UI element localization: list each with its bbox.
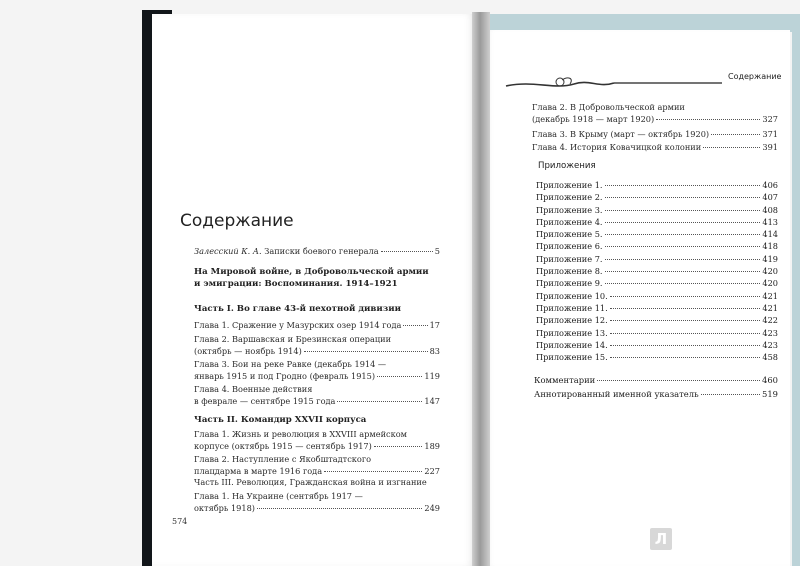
entry-label: Глава 3. В Крыму (март — октябрь 1920) bbox=[532, 129, 710, 139]
appendix-item bbox=[536, 228, 778, 240]
page-number: 83 bbox=[429, 346, 440, 356]
entry-line-1: Глава 2. В Добровольческой армии bbox=[532, 102, 685, 112]
leader-dots bbox=[605, 222, 761, 223]
entry-label: Приложение 15. bbox=[536, 352, 608, 363]
toc-title: Содержание bbox=[180, 211, 294, 231]
entry-line-1: Глава 4. Военные действия bbox=[194, 384, 313, 394]
entry-label: Приложение 5. bbox=[536, 229, 603, 240]
page-number: 420 bbox=[762, 266, 778, 277]
book-title-line-2: и эмиграции: Воспоминания. 1914–1921 bbox=[194, 279, 398, 289]
leader-dots bbox=[610, 333, 761, 334]
appendix-item bbox=[536, 339, 778, 351]
toc-entry-commentary bbox=[534, 373, 778, 387]
appendix-item bbox=[536, 314, 778, 326]
toc-entry-part3-ch1 bbox=[194, 490, 440, 514]
page-number: 422 bbox=[762, 315, 778, 326]
leader-dots bbox=[257, 508, 422, 509]
entry-label: Приложение 1. bbox=[536, 180, 603, 190]
book-cover-right-edge bbox=[792, 14, 800, 566]
entry-line-1: Глава 1. Жизнь и революция в XXVIII армейском bbox=[194, 429, 408, 439]
leader-dots bbox=[381, 251, 433, 252]
back-matter-list bbox=[534, 373, 778, 401]
leader-dots bbox=[597, 380, 760, 381]
leader-dots bbox=[324, 471, 422, 472]
page-number: 418 bbox=[762, 241, 778, 252]
entry-label: Приложение 7. bbox=[536, 253, 603, 264]
entry-label: Приложение 2. bbox=[536, 192, 603, 203]
entry-label: Приложение 11. bbox=[536, 302, 608, 313]
toc-entry-part1-ch3 bbox=[194, 358, 440, 382]
entry-label: Аннотированный именной указатель bbox=[534, 389, 699, 399]
page-number: 407 bbox=[762, 192, 778, 203]
page-number: 17 bbox=[429, 320, 440, 330]
book-gutter bbox=[472, 12, 490, 566]
leader-dots bbox=[656, 119, 760, 120]
appendix-item bbox=[536, 302, 778, 314]
entry-line-1: Глава 1. На Украине (сентябрь 1917 — bbox=[194, 491, 363, 501]
toc-entry-part2-ch1 bbox=[194, 428, 440, 452]
leader-dots bbox=[605, 259, 761, 260]
entry-label: Глава 1. Сражение у Мазурских озер 1914 года bbox=[194, 320, 402, 330]
page-number: 423 bbox=[762, 339, 778, 350]
entry-label: Комментарии bbox=[534, 375, 596, 385]
leader-dots bbox=[605, 197, 761, 198]
entry-label: Приложение 3. bbox=[536, 204, 603, 215]
leader-dots bbox=[610, 308, 761, 309]
part1-title: Часть I. Во главе 43-й пехотной дивизии bbox=[194, 304, 402, 314]
leader-dots bbox=[304, 351, 428, 352]
appendix-item bbox=[536, 204, 778, 216]
appendices-title: Приложения bbox=[538, 161, 596, 171]
page-number: 460 bbox=[762, 375, 778, 385]
toc-entry-part3-ch2 bbox=[532, 101, 778, 125]
leader-dots bbox=[337, 401, 422, 402]
leader-dots bbox=[605, 185, 761, 186]
leader-dots bbox=[605, 246, 761, 247]
page-number: 421 bbox=[762, 290, 778, 301]
entry-line-1: Глава 2. Наступление с Якобштадтского bbox=[194, 454, 372, 464]
leader-dots bbox=[605, 210, 761, 211]
entry-label: (октябрь — ноябрь 1914) bbox=[194, 346, 302, 356]
toc-entry-part3-ch3 bbox=[532, 128, 778, 140]
page-number: 391 bbox=[762, 142, 778, 152]
entry-label: январь 1915 и под Гродно (февраль 1915) bbox=[194, 371, 376, 381]
leader-dots bbox=[703, 147, 760, 148]
leader-dots bbox=[605, 234, 761, 235]
entry-label: Приложение 13. bbox=[536, 327, 608, 338]
entry-label: Приложение 12. bbox=[536, 315, 608, 326]
page-number: 408 bbox=[762, 204, 778, 215]
toc-entry-part1-ch2 bbox=[194, 333, 440, 357]
part3-title bbox=[194, 476, 440, 488]
part3-title-text: Часть III. Революция, Гражданская война и изгнание bbox=[194, 477, 427, 487]
page-number: 420 bbox=[762, 278, 778, 289]
entry-label: в феврале — сентябре 1915 года bbox=[194, 396, 336, 406]
leader-dots bbox=[610, 345, 761, 346]
ornament-swash-icon bbox=[504, 74, 724, 94]
page-folio: 574 bbox=[172, 517, 188, 526]
page-number: 414 bbox=[762, 229, 778, 240]
leader-dots bbox=[711, 134, 760, 135]
page-number: 419 bbox=[762, 253, 778, 264]
entry-label: октябрь 1918) bbox=[194, 503, 256, 513]
page-number: 189 bbox=[424, 441, 440, 451]
leader-dots bbox=[403, 325, 427, 326]
appendices-list bbox=[536, 179, 778, 363]
entry-label: Приложение 6. bbox=[536, 241, 603, 252]
book-title-line-1: На Мировой войне, в Добровольческой армии bbox=[194, 267, 429, 277]
page-number: 413 bbox=[762, 216, 778, 227]
entry-label: Приложение 10. bbox=[536, 290, 608, 301]
part2-title: Часть II. Командир XXVII корпуса bbox=[194, 415, 367, 425]
page-number: 406 bbox=[762, 180, 778, 190]
book-title bbox=[194, 266, 429, 290]
appendix-item bbox=[536, 327, 778, 339]
entry-label: (декабрь 1918 — март 1920) bbox=[532, 114, 655, 124]
leader-dots bbox=[610, 320, 761, 321]
appendix-item bbox=[536, 265, 778, 277]
appendix-item bbox=[536, 216, 778, 228]
page-number: 423 bbox=[762, 327, 778, 338]
watermark-logo-icon: Л bbox=[650, 528, 672, 550]
running-head: Содержание bbox=[728, 72, 782, 81]
appendix-item bbox=[536, 191, 778, 203]
appendix-item bbox=[536, 179, 778, 191]
page-number: 147 bbox=[424, 396, 440, 406]
leader-dots bbox=[701, 394, 760, 395]
entry-label: Приложение 9. bbox=[536, 278, 603, 289]
leader-dots bbox=[605, 271, 761, 272]
entry-label: Приложение 8. bbox=[536, 266, 603, 277]
entry-label: Приложение 4. bbox=[536, 216, 603, 227]
toc-entry-index bbox=[534, 387, 778, 401]
page-number: 371 bbox=[762, 129, 778, 139]
leader-dots bbox=[377, 376, 422, 377]
appendix-item bbox=[536, 240, 778, 252]
leader-dots bbox=[374, 446, 423, 447]
entry-label: корпусе (октябрь 1915 — сентябрь 1917) bbox=[194, 441, 372, 451]
page-number: 458 bbox=[762, 352, 778, 363]
entry-label: Глава 4. История Ковачицкой колонии bbox=[532, 142, 702, 152]
toc-entry-intro bbox=[194, 245, 440, 257]
leader-dots bbox=[610, 296, 761, 297]
appendix-item bbox=[536, 290, 778, 302]
appendix-item bbox=[536, 253, 778, 265]
entry-label: плацдарма в марте 1916 года bbox=[194, 466, 323, 476]
intro-author: Залесский К. А. bbox=[194, 246, 262, 256]
entry-label: Приложение 14. bbox=[536, 339, 608, 350]
leader-dots bbox=[605, 283, 761, 284]
page-number: 119 bbox=[424, 371, 440, 381]
appendix-item bbox=[536, 351, 778, 363]
toc-entry-part1-ch4 bbox=[194, 383, 440, 407]
leader-dots bbox=[610, 357, 761, 358]
page-number: 5 bbox=[434, 246, 440, 256]
page-number: 227 bbox=[424, 466, 440, 476]
page-number: 519 bbox=[762, 389, 778, 399]
toc-entry-part2-ch2 bbox=[194, 453, 440, 477]
entry-line-1: Глава 3. Бои на реке Равке (декабрь 1914 — bbox=[194, 359, 387, 369]
page-number: 421 bbox=[762, 302, 778, 313]
toc-entry-part1-ch1 bbox=[194, 319, 440, 331]
page-number: 249 bbox=[424, 503, 440, 513]
appendix-item bbox=[536, 277, 778, 289]
page-number: 327 bbox=[762, 114, 778, 124]
entry-line-1: Глава 2. Варшавская и Брезинская операции bbox=[194, 334, 392, 344]
intro-title: Записки боевого генерала bbox=[261, 246, 379, 256]
toc-entry-part3-ch4 bbox=[532, 141, 778, 153]
